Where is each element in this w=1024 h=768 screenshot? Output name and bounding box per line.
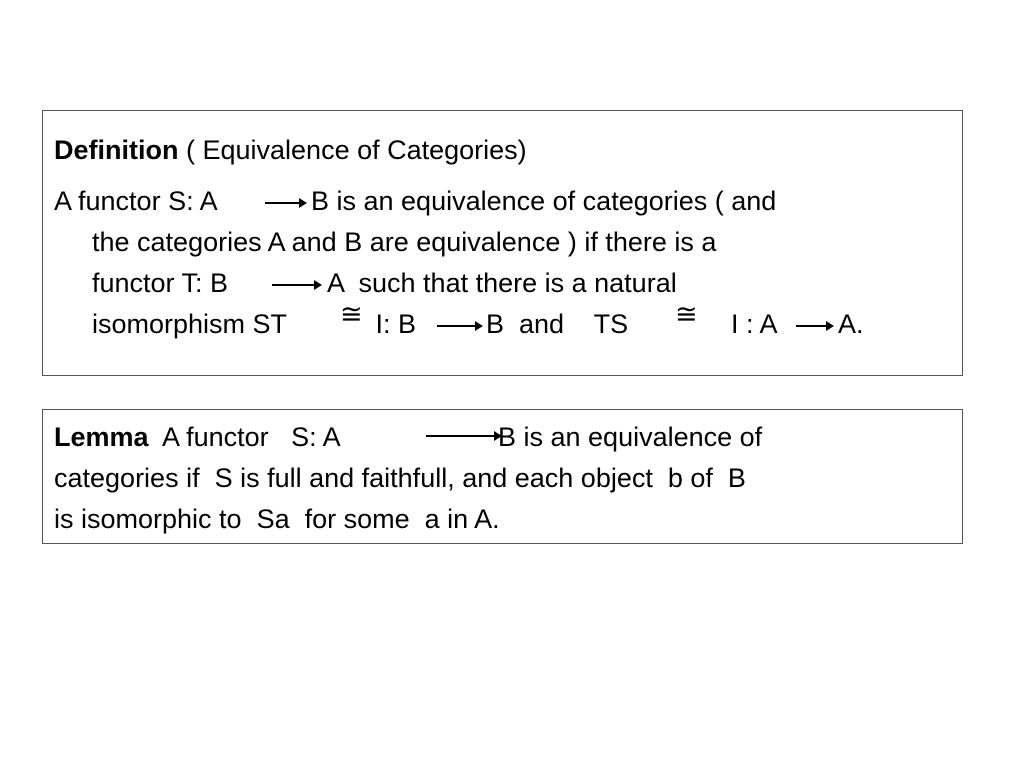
- definition-line-4a: isomorphism ST: [92, 309, 288, 339]
- definition-title: [54, 134, 527, 166]
- right-arrow-icon: [272, 284, 320, 286]
- definition-subtitle: ( Equivalence of Categories): [178, 135, 527, 165]
- isomorphism-symbol-icon: ≅: [675, 299, 698, 329]
- definition-line-4d: I : A: [731, 309, 778, 339]
- definition-line-4e: A.: [838, 309, 864, 339]
- lemma-line-1b: B is an equivalence of: [498, 422, 763, 452]
- right-arrow-icon: [265, 202, 305, 204]
- definition-line-4c: B and TS: [486, 309, 629, 339]
- definition-line-1a: A functor S: A: [54, 186, 218, 216]
- definition-line-3b: A such that there is a natural: [327, 268, 677, 298]
- definition-line-4b: I: B: [368, 309, 417, 339]
- definition-line-2: the categories A and B are equivalence ) if there is a: [92, 227, 717, 257]
- definition-line-1b: B is an equivalence of categories ( and: [311, 186, 777, 216]
- definition-heading: Definition: [54, 135, 179, 165]
- lemma-text-1a: A functor S: A: [148, 422, 341, 452]
- right-arrow-icon: [437, 325, 481, 327]
- definition-line-3a: functor T: B: [92, 268, 229, 298]
- lemma-line-2: categories if S is full and faithfull, and each object b of B: [54, 463, 746, 493]
- lemma-heading: Lemma: [54, 422, 149, 452]
- isomorphism-symbol-icon: ≅: [340, 299, 363, 329]
- lemma-line-3: is isomorphic to Sa for some a in A.: [54, 504, 500, 534]
- lemma-line-1a: [54, 421, 341, 453]
- right-arrow-icon: [426, 435, 500, 437]
- right-arrow-icon: [796, 325, 832, 327]
